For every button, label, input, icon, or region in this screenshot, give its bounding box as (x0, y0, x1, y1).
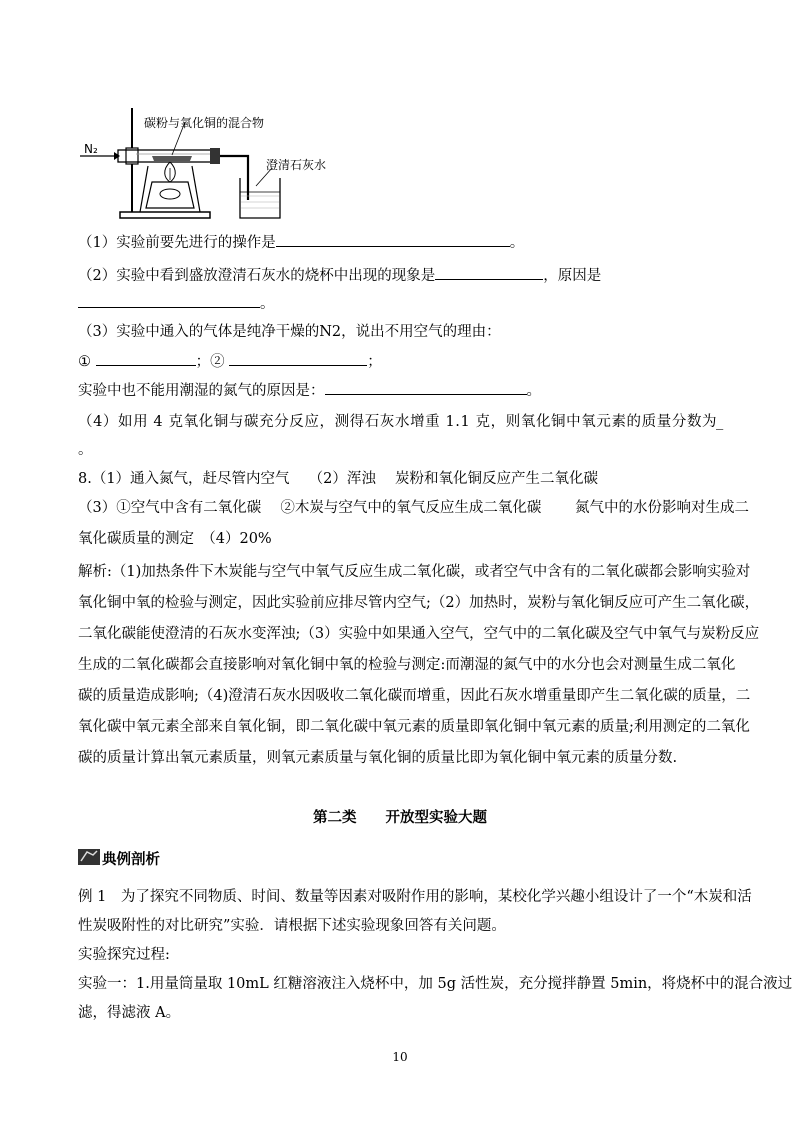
analysis-line: 二氧化碳能使澄清的石灰水变浑浊;（3）实验中如果通入空气，空气中的二氧化碳及空气中氧气与炭粉反应 (78, 626, 760, 642)
apparatus-figure (80, 108, 327, 227)
q4-end: 。 (78, 442, 93, 458)
answer-line-2: （3）①空气中含有二氧化碳 ②木炭与空气中的氧气反应生成二氧化碳 氮气中的水份影响对生成二 (78, 500, 749, 516)
example-line-3: 实验探究过程: (78, 947, 170, 963)
q1-text: （1）实验前要先进行的操作是 (78, 235, 276, 251)
section-title: 第二类 开放型实验大题 (313, 809, 487, 826)
q3-sep: ；② (195, 354, 225, 370)
q3b-end: 。 (526, 383, 541, 399)
q3-circle-1: ① (78, 354, 91, 370)
label-n2: N₂ (84, 142, 98, 156)
example-line-4: 实验一：1.用量筒量取 10mL 红糖溶液注入烧杯中，加 5g 活性炭，充分搅拌静置 5min，将烧杯中的混合液过 (78, 976, 793, 992)
q2-end: 。 (260, 296, 275, 312)
book-icon-svg (78, 849, 100, 865)
book-icon (78, 849, 100, 865)
label-limewater: 澄清石灰水 (266, 158, 327, 172)
analysis-line: 碳的质量计算出氧元素质量，则氧元素质量与氧化铜的质量比即为氧化铜中氧元素的质量分数. (78, 750, 678, 766)
example-line-1: 例 1 为了探究不同物质、时间、数量等因素对吸附作用的影响，某校化学兴趣小组设计了一个“木炭和活 (78, 889, 752, 905)
q1-end: 。 (509, 235, 525, 251)
question-3: （3）实验中通入的气体是纯净干燥的N2，说出不用空气的理由： (78, 324, 501, 340)
q1-blank (276, 232, 510, 247)
question-2-cont (78, 293, 275, 314)
q2-blank-2 (78, 293, 260, 308)
question-4 (78, 412, 717, 432)
q2-text: （2）实验中看到盛放澄清石灰水的烧杯中出现的现象是 (78, 268, 436, 284)
q4-blank: _ (716, 414, 724, 430)
page-number: 10 (392, 1050, 408, 1064)
question-1 (78, 232, 524, 253)
example-line-5: 滤，得滤液 A。 (78, 1005, 181, 1021)
example-line-2: 性炭吸附性的对比研究”实验．请根据下述实验现象回答有关问题。 (78, 918, 506, 934)
q3b-text: 实验中也不能用潮湿的氮气的原因是： (78, 383, 325, 399)
analysis-line: 氧化铜中氧的检验与测定，因此实验前应排尽管内空气;（2）加热时，炭粉与氧化铜反应可产生二氧化碳， (78, 595, 760, 611)
q3-blank-2 (229, 351, 367, 366)
question-3-reasons (78, 351, 382, 372)
q2-mid: ，原因是 (543, 268, 602, 284)
analysis-line: 氧化碳中氧元素全部来自氧化铜，即二氧化碳中氧元素的质量即氧化铜中氧元素的质量;利用测定的二氧化 (78, 719, 750, 735)
answer-line-1: 8.（1）通入氮气，赶尽管内空气 （2）浑浊 炭粉和氧化铜反应产生二氧化碳 (78, 471, 599, 487)
answer-line-3: 氧化碳质量的测定 （4）20% (78, 531, 272, 547)
q3-end: ； (367, 354, 382, 370)
analysis-line: 碳的质量造成影响;（4)澄清石灰水因吸收二氧化碳而增重，因此石灰水增重量即产生二氧化碳的质量，二 (78, 688, 751, 704)
question-2 (78, 265, 601, 286)
q2-blank-1 (435, 265, 543, 280)
analysis-line: 解析:（1)加热条件下木炭能与空气中氧气反应生成二氧化碳，或者空气中含有的二氧化碳都会影响实验对 (78, 564, 751, 580)
question-3b (78, 380, 541, 401)
q3b-blank (325, 380, 527, 395)
label-mixture: 碳粉与氧化铜的混合物 (144, 116, 265, 130)
section-subtitle: 典例剖析 (102, 851, 160, 868)
analysis-line: 生成的二氧化碳都会直接影响对氧化铜中氧的检验与测定:而潮湿的氮气中的水分也会对测量生成二氧化 (78, 657, 736, 673)
q4-text: （4）如用 4 克氧化铜与碳充分反应，测得石灰水增重 1.1 克，则氧化铜中氧元素的质量分数为 (78, 414, 718, 430)
q3-blank-1 (96, 351, 196, 366)
